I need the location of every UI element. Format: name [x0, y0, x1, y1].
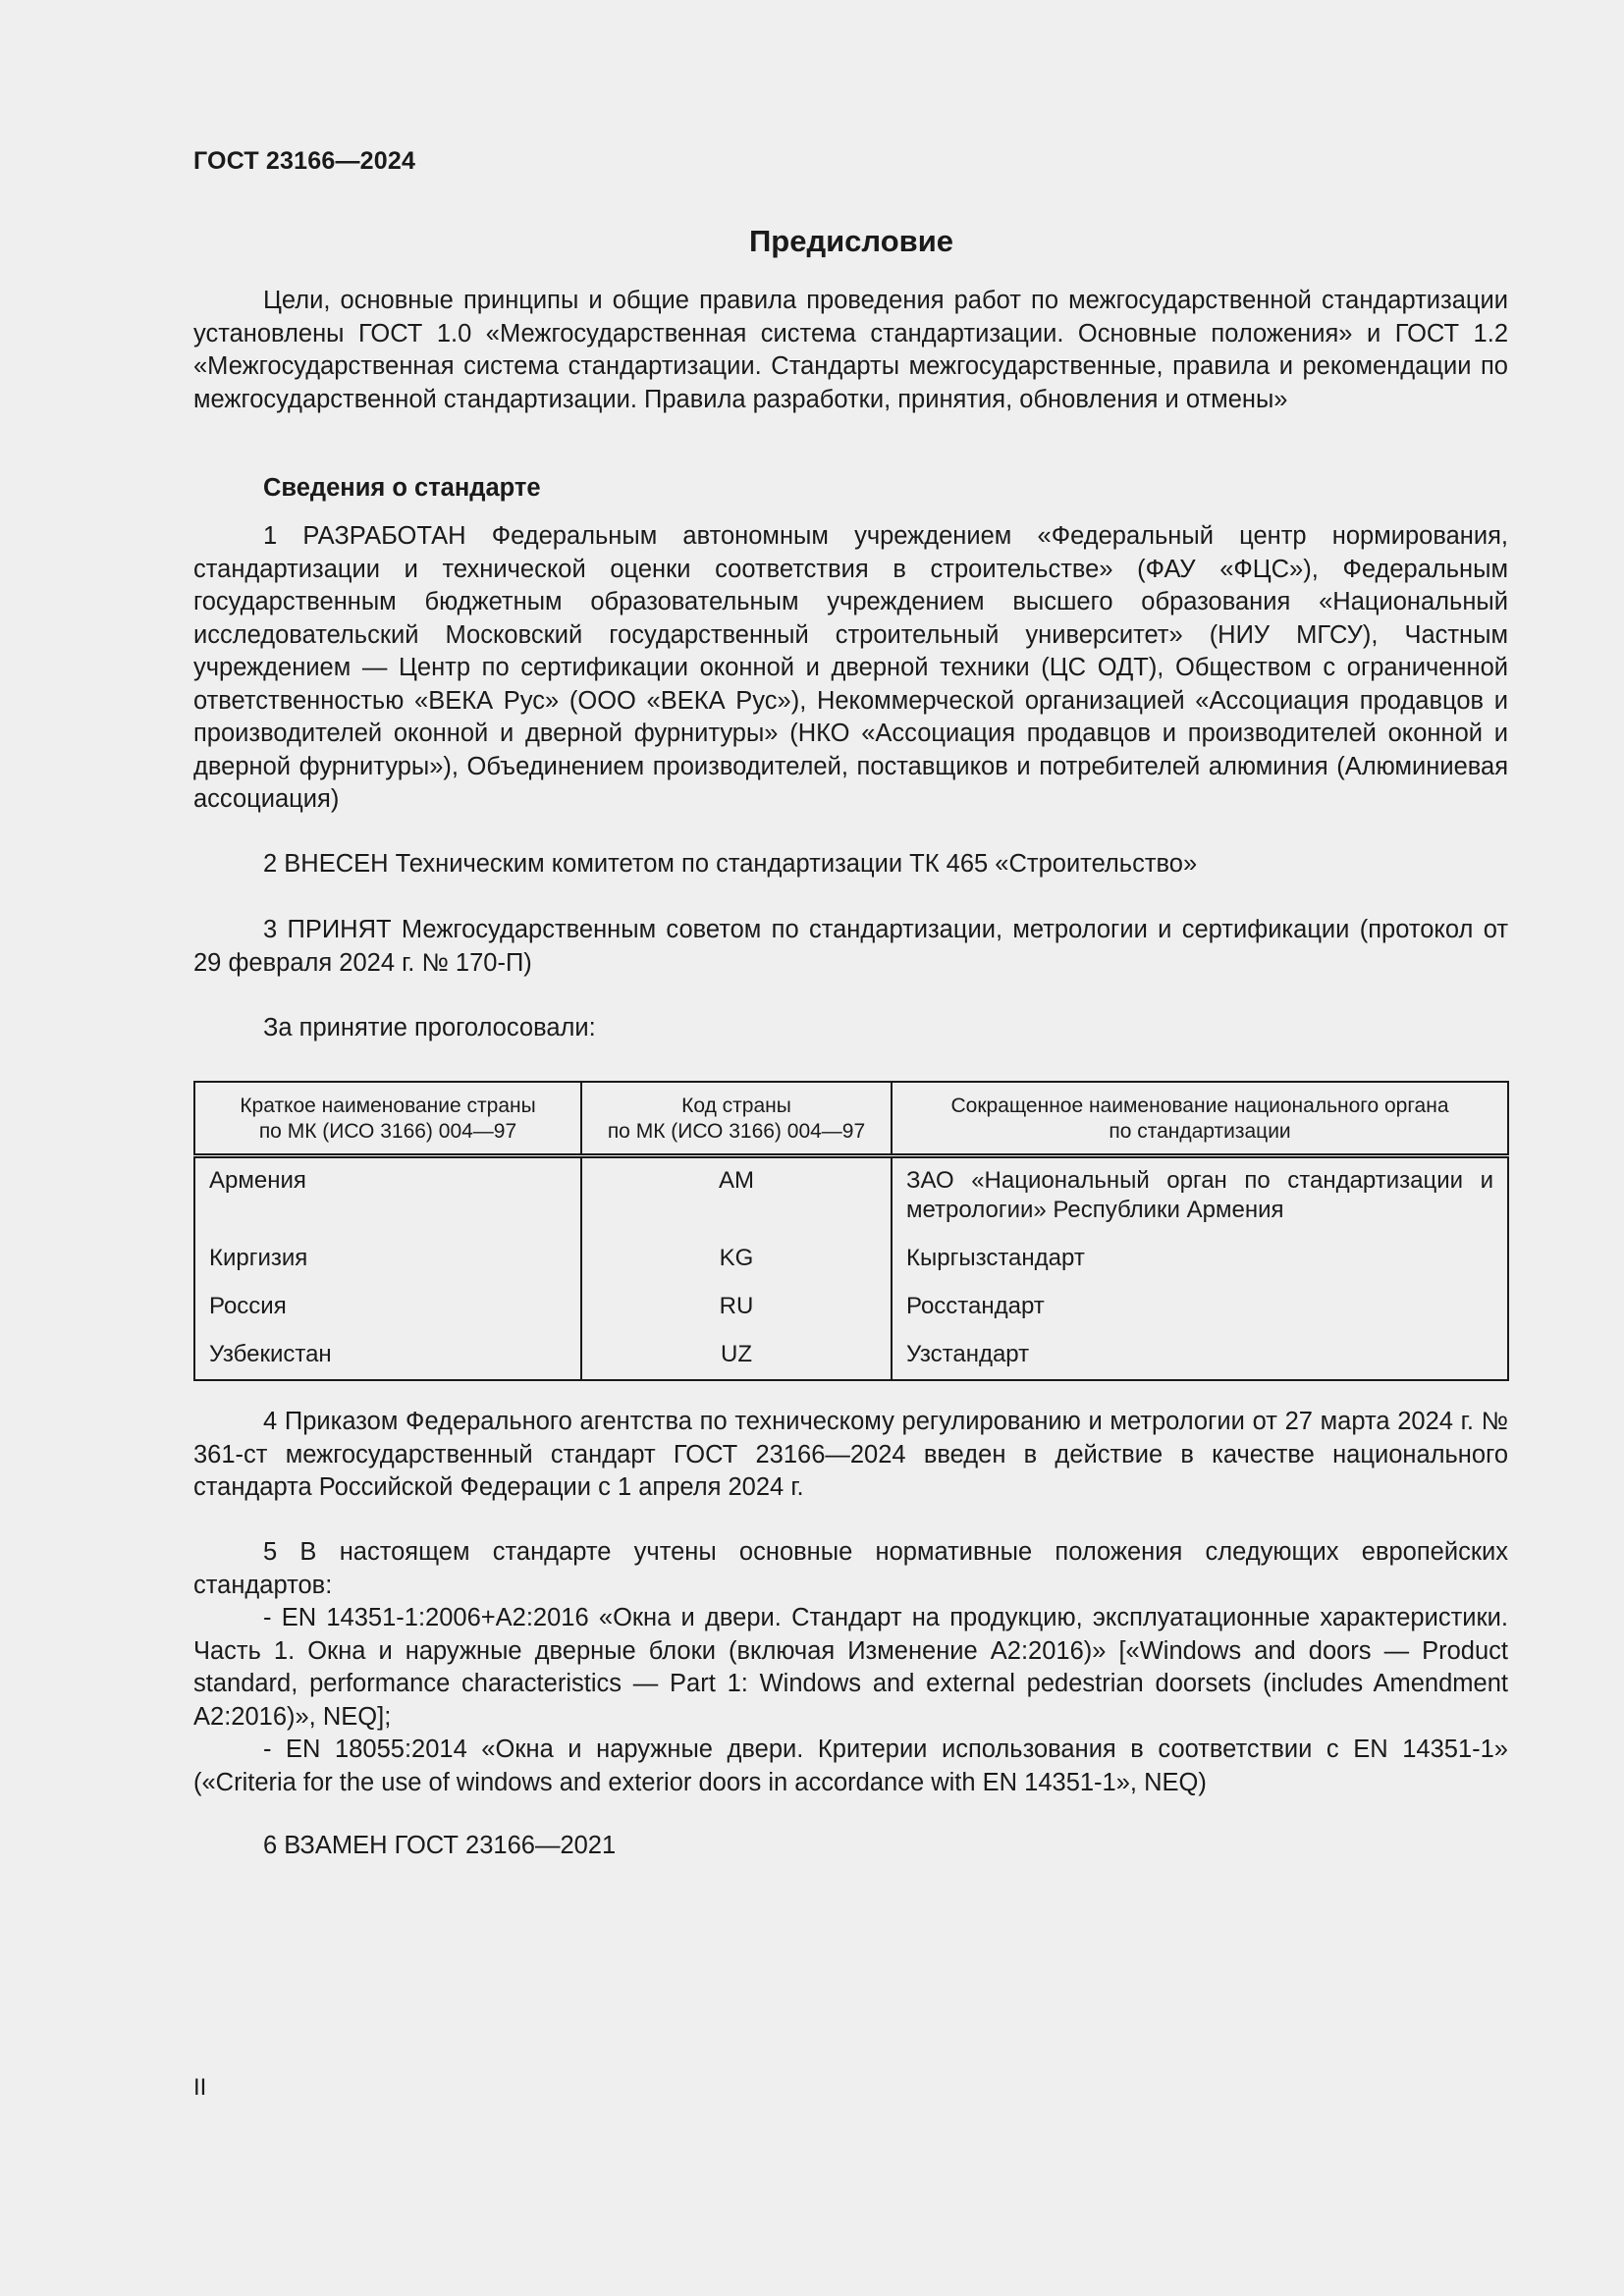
country-name: Россия — [194, 1284, 581, 1332]
standards-body: Узстандарт — [892, 1332, 1508, 1380]
item-european-standards — [193, 1536, 1508, 1799]
european-intro-text: 5 В настоящем стандарте учтены основные нормативные положения следующих европейских стандартов: — [193, 1538, 1508, 1599]
item-developed — [193, 520, 1508, 817]
item-order-text: 4 Приказом Федерального агентства по техническому регулированию и метрологии от 27 марта 2024 г. № 361-ст межгосударственный стандарт ГОСТ 23166—2024 введен в действие в качестве национального стандарта Российской Федерации с 1 апреля 2024 г. — [193, 1408, 1508, 1501]
item-introduced-text: 2 ВНЕСЕН Техническим комитетом по стандартизации ТК 465 «Строительство» — [263, 850, 1198, 878]
item-adopted — [193, 914, 1508, 980]
intro-paragraph — [193, 285, 1508, 416]
country-name: Узбекистан — [194, 1332, 581, 1380]
item-order — [193, 1406, 1508, 1505]
item-developed-text: 1 РАЗРАБОТАН Федеральным автономным учреждением «Федеральный центр нормирования, стандартизации и технической оценки соответствия в строительстве» (ФАУ «ФЦС»), Федеральным государственным бюджетным образовательным учреждением высшего образования «Национальный исследовательский Московский государственный строительный университет» (НИУ МГСУ), Частным учреждением — Центр по сертификации оконной и дверной техники (ЦС ОДТ), Обществом с ограниченной ответственностью «ВЕКА Рус» (ООО «ВЕКА Рус»), Некоммерческой организацией «Ассоциация продавцов и производителей оконной и дверной фурнитуры» (НКО «Ассоциация продавцов и производителей оконной и дверной фурнитуры»), Объединением производителей, поставщиков и потребителей алюминия (Алюминиевая ассоциация) — [193, 522, 1508, 813]
header-country-code: Код страны по МК (ИСО 3166) 004—97 — [581, 1082, 892, 1156]
table-row — [194, 1332, 1508, 1380]
european-standard-1: - EN 14351-1:2006+A2:2016 «Окна и двери. Стандарт на продукцию, эксплуатационные характеристики. Часть 1. Окна и наружные дверные блоки (включая Изменение A2:2016)» [«Windows and doors — Product standard, performance characteristics — Part 1: Windows and external pedestrian doorsets (includes Amendment A2:2016)», NEQ]; — [193, 1604, 1508, 1731]
country-code: UZ — [581, 1332, 892, 1380]
section-heading: Сведения о стандарте — [263, 474, 541, 502]
table-header-row — [194, 1082, 1508, 1156]
country-code: RU — [581, 1284, 892, 1332]
standards-body: Кыргызстандарт — [892, 1236, 1508, 1284]
country-name: Армения — [194, 1156, 581, 1237]
header-country-name: Краткое наименование страны по МК (ИСО 3166) 004—97 — [194, 1082, 581, 1156]
country-code: AM — [581, 1156, 892, 1237]
voted-intro-text: За принятие проголосовали: — [263, 1014, 596, 1041]
voting-table — [193, 1081, 1509, 1381]
item-replaces — [193, 1830, 1508, 1863]
document-code: ГОСТ 23166—2024 — [193, 147, 416, 175]
european-standard-2: - EN 18055:2014 «Окна и наружные двери. Критерии использования в соответствии с EN 14351-1» («Criteria for the use of windows and exterior doors in accordance with EN 14351-1», NEQ) — [193, 1735, 1508, 1796]
standards-body: ЗАО «Национальный орган по стандартизации и метрологии» Республики Армения — [892, 1156, 1508, 1237]
country-name: Киргизия — [194, 1236, 581, 1284]
header-standards-body: Сокращенное наименование национального органа по стандартизации — [892, 1082, 1508, 1156]
page-number: II — [193, 2074, 207, 2101]
intro-text: Цели, основные принципы и общие правила проведения работ по межгосударственной стандартизации установлены ГОСТ 1.0 «Межгосударственная система стандартизации. Основные положения» и ГОСТ 1.2 «Межгосударственная система стандартизации. Стандарты межгосударственные, правила и рекомендации по межгосударственной стандартизации. Правила разработки, принятия, обновления и отмены» — [193, 287, 1508, 413]
voted-intro — [193, 1012, 1508, 1045]
item-introduced — [193, 848, 1508, 881]
item-replaces-text: 6 ВЗАМЕН ГОСТ 23166—2021 — [263, 1832, 617, 1859]
table-row — [194, 1156, 1508, 1237]
table-row — [194, 1284, 1508, 1332]
item-adopted-text: 3 ПРИНЯТ Межгосударственным советом по стандартизации, метрологии и сертификации (протокол от 29 февраля 2024 г. № 170-П) — [193, 916, 1508, 977]
country-code: KG — [581, 1236, 892, 1284]
standards-body: Росстандарт — [892, 1284, 1508, 1332]
page-title: Предисловие — [748, 224, 953, 258]
table-row — [194, 1236, 1508, 1284]
